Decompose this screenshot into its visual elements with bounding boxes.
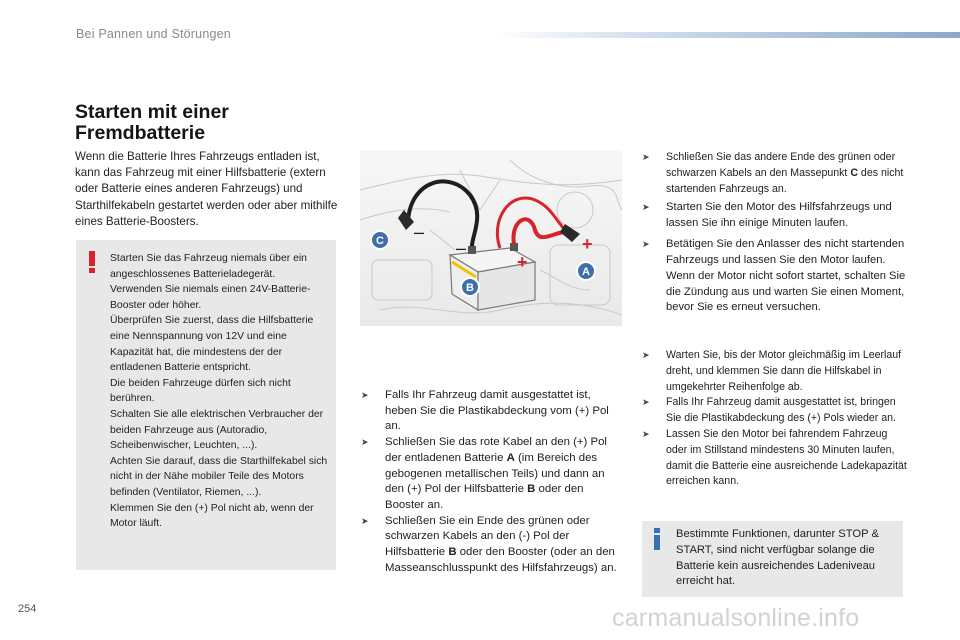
list-item: ➤ Schließen Sie das rote Kabel an den (+) Pol der entladenen Batterie A (im Bereich des gebogenen metallischen Teils) und dann an den (+) Pol der Hilfsbatterie B oder den Booster an. — [361, 436, 607, 511]
minus-sign-2: – — [456, 238, 467, 258]
page-title-line-2: Fremdbatterie — [75, 122, 206, 144]
list-item: ➤ Warten Sie, bis der Motor gleichmäßig im Leerlauf dreht, und klemmen Sie dann die Hilfskabel in umgekehrter Reihenfolge ab. — [642, 349, 902, 393]
list-item: ➤ Schließen Sie ein Ende des grünen oder schwarzen Kabels an den (-) Pol der Hilfsbatterie B oder den Booster (oder an den Masseanschlusspunkt des Hilfsfahrzeugs) an. — [361, 514, 617, 574]
info-text: Bestimmte Funktionen, darunter STOP & START, sind nicht verfügbar solange die Batterie kein ausreichendes Ladeniveau erreicht hat. — [676, 528, 879, 588]
arrow-bullet-icon: ➤ — [361, 437, 369, 448]
watermark: carmanualsonline.info — [612, 604, 860, 632]
exclamation-icon — [85, 250, 99, 274]
svg-text:A: A — [582, 266, 590, 278]
arrow-bullet-icon: ➤ — [642, 428, 650, 439]
intro-paragraph: Wenn die Batterie Ihres Fahrzeugs entladen ist, kann das Fahrzeug mit einer Hilfsbatterie (extern oder Batterie eines anderen Fahrzeugs) und Starthilfekabeln gestartet werden oder aber mithilfe eines Batterie-Boosters. — [75, 150, 338, 228]
warning-line: Starten Sie das Fahrzeug niemals über ein angeschlossenes Batterieladegerät. — [110, 253, 307, 280]
warning-line: Achten Sie darauf, dass die Starthilfekabel sich nicht in der Nähe mobiler Teile des Motors befinden (Ventilator, Riemen, ...). — [110, 455, 328, 498]
engine-bay-drawing — [360, 150, 622, 326]
section-header: Bei Pannen und Störungen — [76, 27, 231, 41]
list-item: ➤ Betätigen Sie den Anlasser des nicht startenden Fahrzeugs und lassen Sie den Motor laufen. Wenn der Motor nicht sofort startet, schalten Sie die Zündung aus und warten Sie einen Moment, bevor Sie es erneut versuchen. — [642, 237, 906, 314]
steps-left-list — [361, 388, 623, 576]
list-item: ➤ Falls Ihr Fahrzeug damit ausgestattet ist, heben Sie die Plastikabdeckung vom (+) Pol an. — [361, 389, 609, 433]
plus-sign-2: + — [582, 234, 593, 254]
label-a — [577, 262, 595, 280]
warning-text — [110, 251, 332, 532]
steps-right-list-3 — [642, 348, 907, 490]
steps-right-list-1 — [642, 150, 907, 197]
plus-sign-1: + — [517, 252, 528, 272]
list-item: ➤ Lassen Sie den Motor bei fahrendem Fahrzeug oder im Stillstand mindestens 30 Minuten laufen, damit die Batterie eine ausreichende Ladekapazität erreichen kann. — [642, 427, 907, 488]
arrow-bullet-icon: ➤ — [642, 397, 650, 408]
svg-text:B: B — [466, 282, 474, 294]
arrow-bullet-icon: ➤ — [642, 202, 650, 212]
arrow-bullet-icon: ➤ — [642, 152, 650, 162]
warning-line: Verwenden Sie niemals einen 24V-Batterie-Booster oder höher. — [110, 284, 311, 311]
label-b — [461, 278, 479, 296]
arrow-bullet-icon: ➤ — [361, 390, 369, 400]
warning-line: Überprüfen Sie zuerst, dass die Hilfsbatterie eine Nennspannung von 12V und eine Kapazität hat, die mindestens der der entladenen Batterie entspricht. — [110, 315, 314, 374]
arrow-bullet-icon: ➤ — [642, 238, 650, 249]
jump-start-illustration — [360, 150, 622, 326]
svg-text:C: C — [376, 235, 384, 247]
list-item: ➤ Falls Ihr Fahrzeug damit ausgestattet ist, bringen Sie die Plastikabdeckung des (+) Pols wieder an. — [642, 396, 896, 425]
warning-line: Schalten Sie alle elektrischen Verbraucher der beiden Fahrzeuge aus (Autoradio, Scheibenwischer, Leuchten, ...). — [110, 408, 324, 452]
list-item: ➤ Schließen Sie das andere Ende des grünen oder schwarzen Kabels an den Massepunkt C des nicht startenden Fahrzeugs an. — [642, 151, 904, 195]
arrow-bullet-icon: ➤ — [361, 515, 369, 526]
page-title — [75, 102, 229, 144]
steps-right-list-2 — [642, 200, 907, 316]
minus-sign-1: – — [414, 222, 425, 242]
header-gradient-bar — [492, 32, 960, 38]
label-c — [371, 231, 389, 249]
page-title-line-1: Starten mit einer — [75, 101, 229, 123]
warning-line: Die beiden Fahrzeuge dürfen sich nicht berühren. — [110, 377, 291, 405]
info-icon — [652, 528, 662, 550]
arrow-bullet-icon: ➤ — [642, 350, 650, 360]
warning-line: Klemmen Sie den (+) Pol nicht ab, wenn der Motor läuft. — [110, 502, 314, 530]
page-number: 254 — [18, 603, 37, 615]
list-item: ➤ Starten Sie den Motor des Hilfsfahrzeugs und lassen Sie ihn einige Minuten laufen. — [642, 201, 892, 229]
